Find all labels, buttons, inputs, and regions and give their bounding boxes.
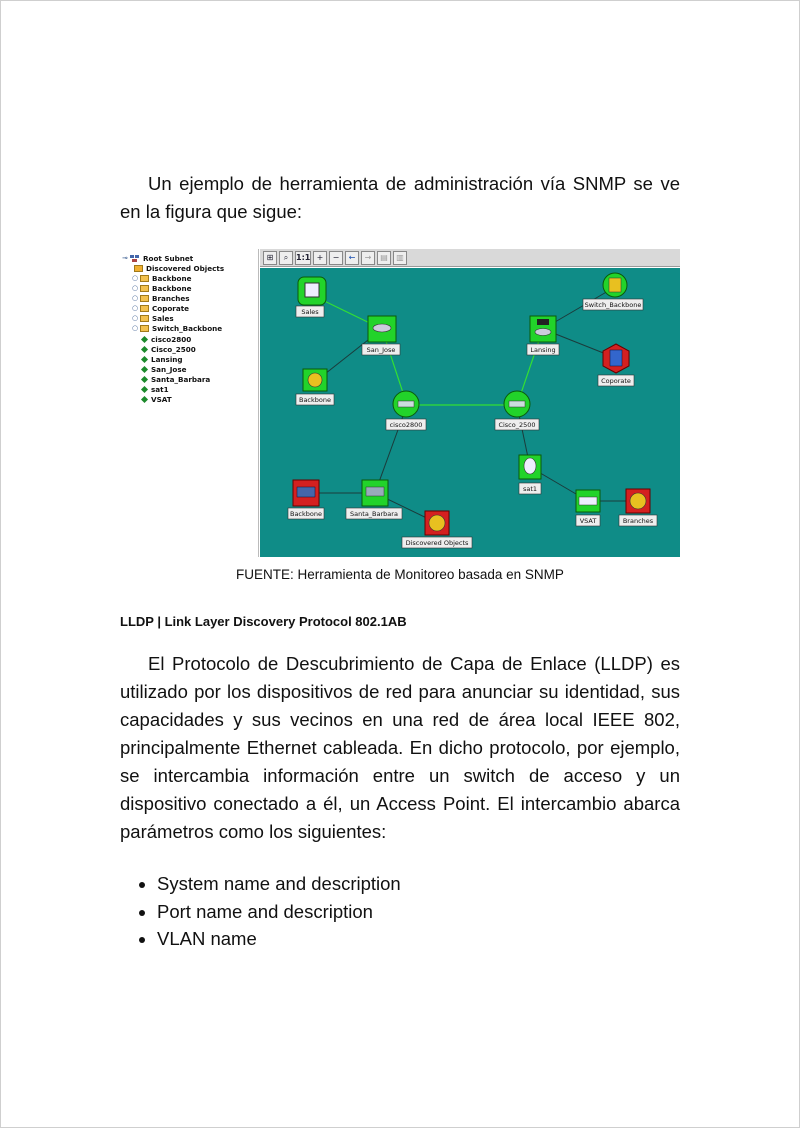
tree-leaf[interactable] (140, 334, 191, 344)
network-map (260, 268, 680, 557)
expand-icon: ○ (132, 294, 139, 302)
tree-folder[interactable] (132, 323, 222, 333)
node-label: Backbone (289, 510, 323, 518)
device-icon (366, 487, 384, 496)
expand-icon: ○ (132, 284, 139, 292)
tree-folder[interactable] (132, 313, 174, 323)
router-shape (398, 401, 414, 407)
print-icon[interactable]: ▥ (393, 251, 407, 265)
node-label: Switch_Backbone (584, 301, 642, 309)
tree-leaf[interactable] (140, 394, 172, 404)
folder-icon (140, 285, 149, 292)
tree-leaf[interactable] (140, 344, 196, 354)
node-label: Sales (301, 308, 319, 316)
snmp-tool-figure (120, 249, 680, 557)
device-icon (579, 497, 597, 505)
node-san-jose[interactable] (362, 316, 400, 355)
node-backbone-bottom[interactable] (288, 480, 324, 519)
node-lansing[interactable] (527, 316, 559, 355)
node-status-icon (141, 395, 148, 402)
tree-folder[interactable] (132, 273, 191, 283)
network-icon (305, 283, 319, 297)
tree-root-label: Root Subnet (143, 253, 194, 263)
zoom-icon[interactable]: ⌕ (279, 251, 293, 265)
router-shape (373, 324, 391, 332)
node-label: Lansing (530, 346, 556, 354)
tree-leaf-label: cisco2800 (151, 334, 192, 344)
tree-leaf-label: sat1 (151, 384, 169, 394)
tree-leaf[interactable] (140, 354, 183, 364)
router-shape (535, 329, 551, 336)
folder-icon (140, 295, 149, 302)
lldp-paragraph: El Protocolo de Descubrimiento de Capa de Enlace (LLDP) es utilizado por los dispositivos de red para anunciar su identidad, sus capacidades y sus vecinos en una red de área local IEEE 802, principalmente Ethernet cableada. En dicho protocolo, por ejemplo, se intercambia información entre un switch de acceso y un dispositivo conectado a él, un Access Point. El intercambio abarca parámetros como los siguientes: (120, 653, 680, 842)
node-label: sat1 (522, 485, 538, 493)
node-label: Coporate (601, 377, 631, 385)
fit-to-window-icon[interactable]: ⊞ (263, 251, 277, 265)
node-label: cisco2800 (389, 421, 423, 429)
expand-icon: ○ (132, 324, 139, 332)
node-status-icon (141, 335, 148, 342)
subnet-icon (130, 254, 140, 263)
tree-folder-label: Branches (152, 293, 190, 303)
tree-folder-label: Backbone (152, 283, 192, 293)
tree-leaf-label: Santa_Barbara (151, 374, 211, 384)
folder-icon (140, 305, 149, 312)
save-icon[interactable]: ▤ (377, 251, 391, 265)
network-map-svg (260, 268, 680, 557)
zoom-in-icon[interactable]: + (313, 251, 327, 265)
tree-leaf-label: Cisco_2500 (151, 344, 196, 354)
tree-folder[interactable] (134, 263, 224, 273)
node-label: Cisco_2500 (498, 421, 536, 429)
node-label: San_Jose (366, 346, 396, 354)
dish-icon (524, 458, 536, 474)
tree-leaf-label: VSAT (151, 394, 172, 404)
status-ok-icon (308, 373, 322, 387)
node-sat1[interactable] (519, 455, 541, 494)
building-icon (609, 278, 621, 292)
node-label: Branches (622, 517, 654, 525)
node-status-icon (141, 345, 148, 352)
section-heading: LLDP | Link Layer Discovery Protocol 802.1AB (120, 614, 407, 629)
node-vsat[interactable] (576, 490, 600, 526)
node-label: VSAT (579, 517, 597, 525)
object-tree (120, 249, 259, 557)
tree-folder-label: Discovered Objects (146, 263, 225, 273)
folder-icon (140, 315, 149, 322)
status-ok-icon (429, 515, 445, 531)
folder-icon (140, 325, 149, 332)
tree-leaf-label: Lansing (151, 354, 183, 364)
list-item: • VLAN name (157, 925, 401, 953)
router-shape (509, 401, 525, 407)
back-arrow-icon[interactable]: ← (345, 251, 359, 265)
node-sales[interactable] (296, 277, 326, 317)
map-toolbar (260, 249, 680, 267)
tree-leaf[interactable] (140, 364, 187, 374)
tree-folder-label: Switch_Backbone (152, 323, 223, 333)
tree-folder[interactable] (132, 303, 189, 313)
expand-icon: ⊸ (122, 254, 128, 262)
list-item: • System name and description (157, 870, 401, 898)
tree-leaf[interactable] (140, 384, 169, 394)
expand-icon: ○ (132, 314, 139, 322)
tree-folder-label: Coporate (152, 303, 190, 313)
expand-icon: ○ (132, 304, 139, 312)
node-status-icon (141, 375, 148, 382)
figure-caption: FUENTE: Herramienta de Monitoreo basada en SNMP (236, 567, 564, 582)
tree-leaf[interactable] (140, 374, 210, 384)
node-label: Backbone (298, 396, 332, 404)
node-label: Discovered Objects (405, 539, 469, 547)
intro-paragraph: Un ejemplo de herramienta de administración vía SNMP se ve en la figura que sigue: (120, 173, 680, 222)
folder-icon (140, 275, 149, 282)
tree-root[interactable] (122, 253, 193, 263)
tree-folder[interactable] (132, 283, 191, 293)
actual-size-button[interactable]: 1:1 (295, 251, 311, 265)
forward-arrow-icon[interactable]: → (361, 251, 375, 265)
node-status-icon (141, 355, 148, 362)
node-label: Santa_Barbara (350, 510, 398, 518)
switch-icon (297, 487, 315, 497)
tree-folder[interactable] (132, 293, 190, 303)
router-display (537, 319, 549, 325)
tree-folder-label: Sales (152, 313, 174, 323)
building-icon (610, 350, 622, 366)
status-ok-icon (630, 493, 646, 509)
folder-icon (134, 265, 143, 272)
node-status-icon (141, 365, 148, 372)
expand-icon: ○ (132, 274, 139, 282)
list-item: • Port name and description (157, 898, 401, 926)
node-coporate[interactable] (598, 344, 634, 386)
node-status-icon (141, 385, 148, 392)
zoom-out-icon[interactable]: − (329, 251, 343, 265)
parameter-list (135, 870, 401, 953)
tree-folder-label: Backbone (152, 273, 192, 283)
tree-leaf-label: San_Jose (151, 364, 187, 374)
